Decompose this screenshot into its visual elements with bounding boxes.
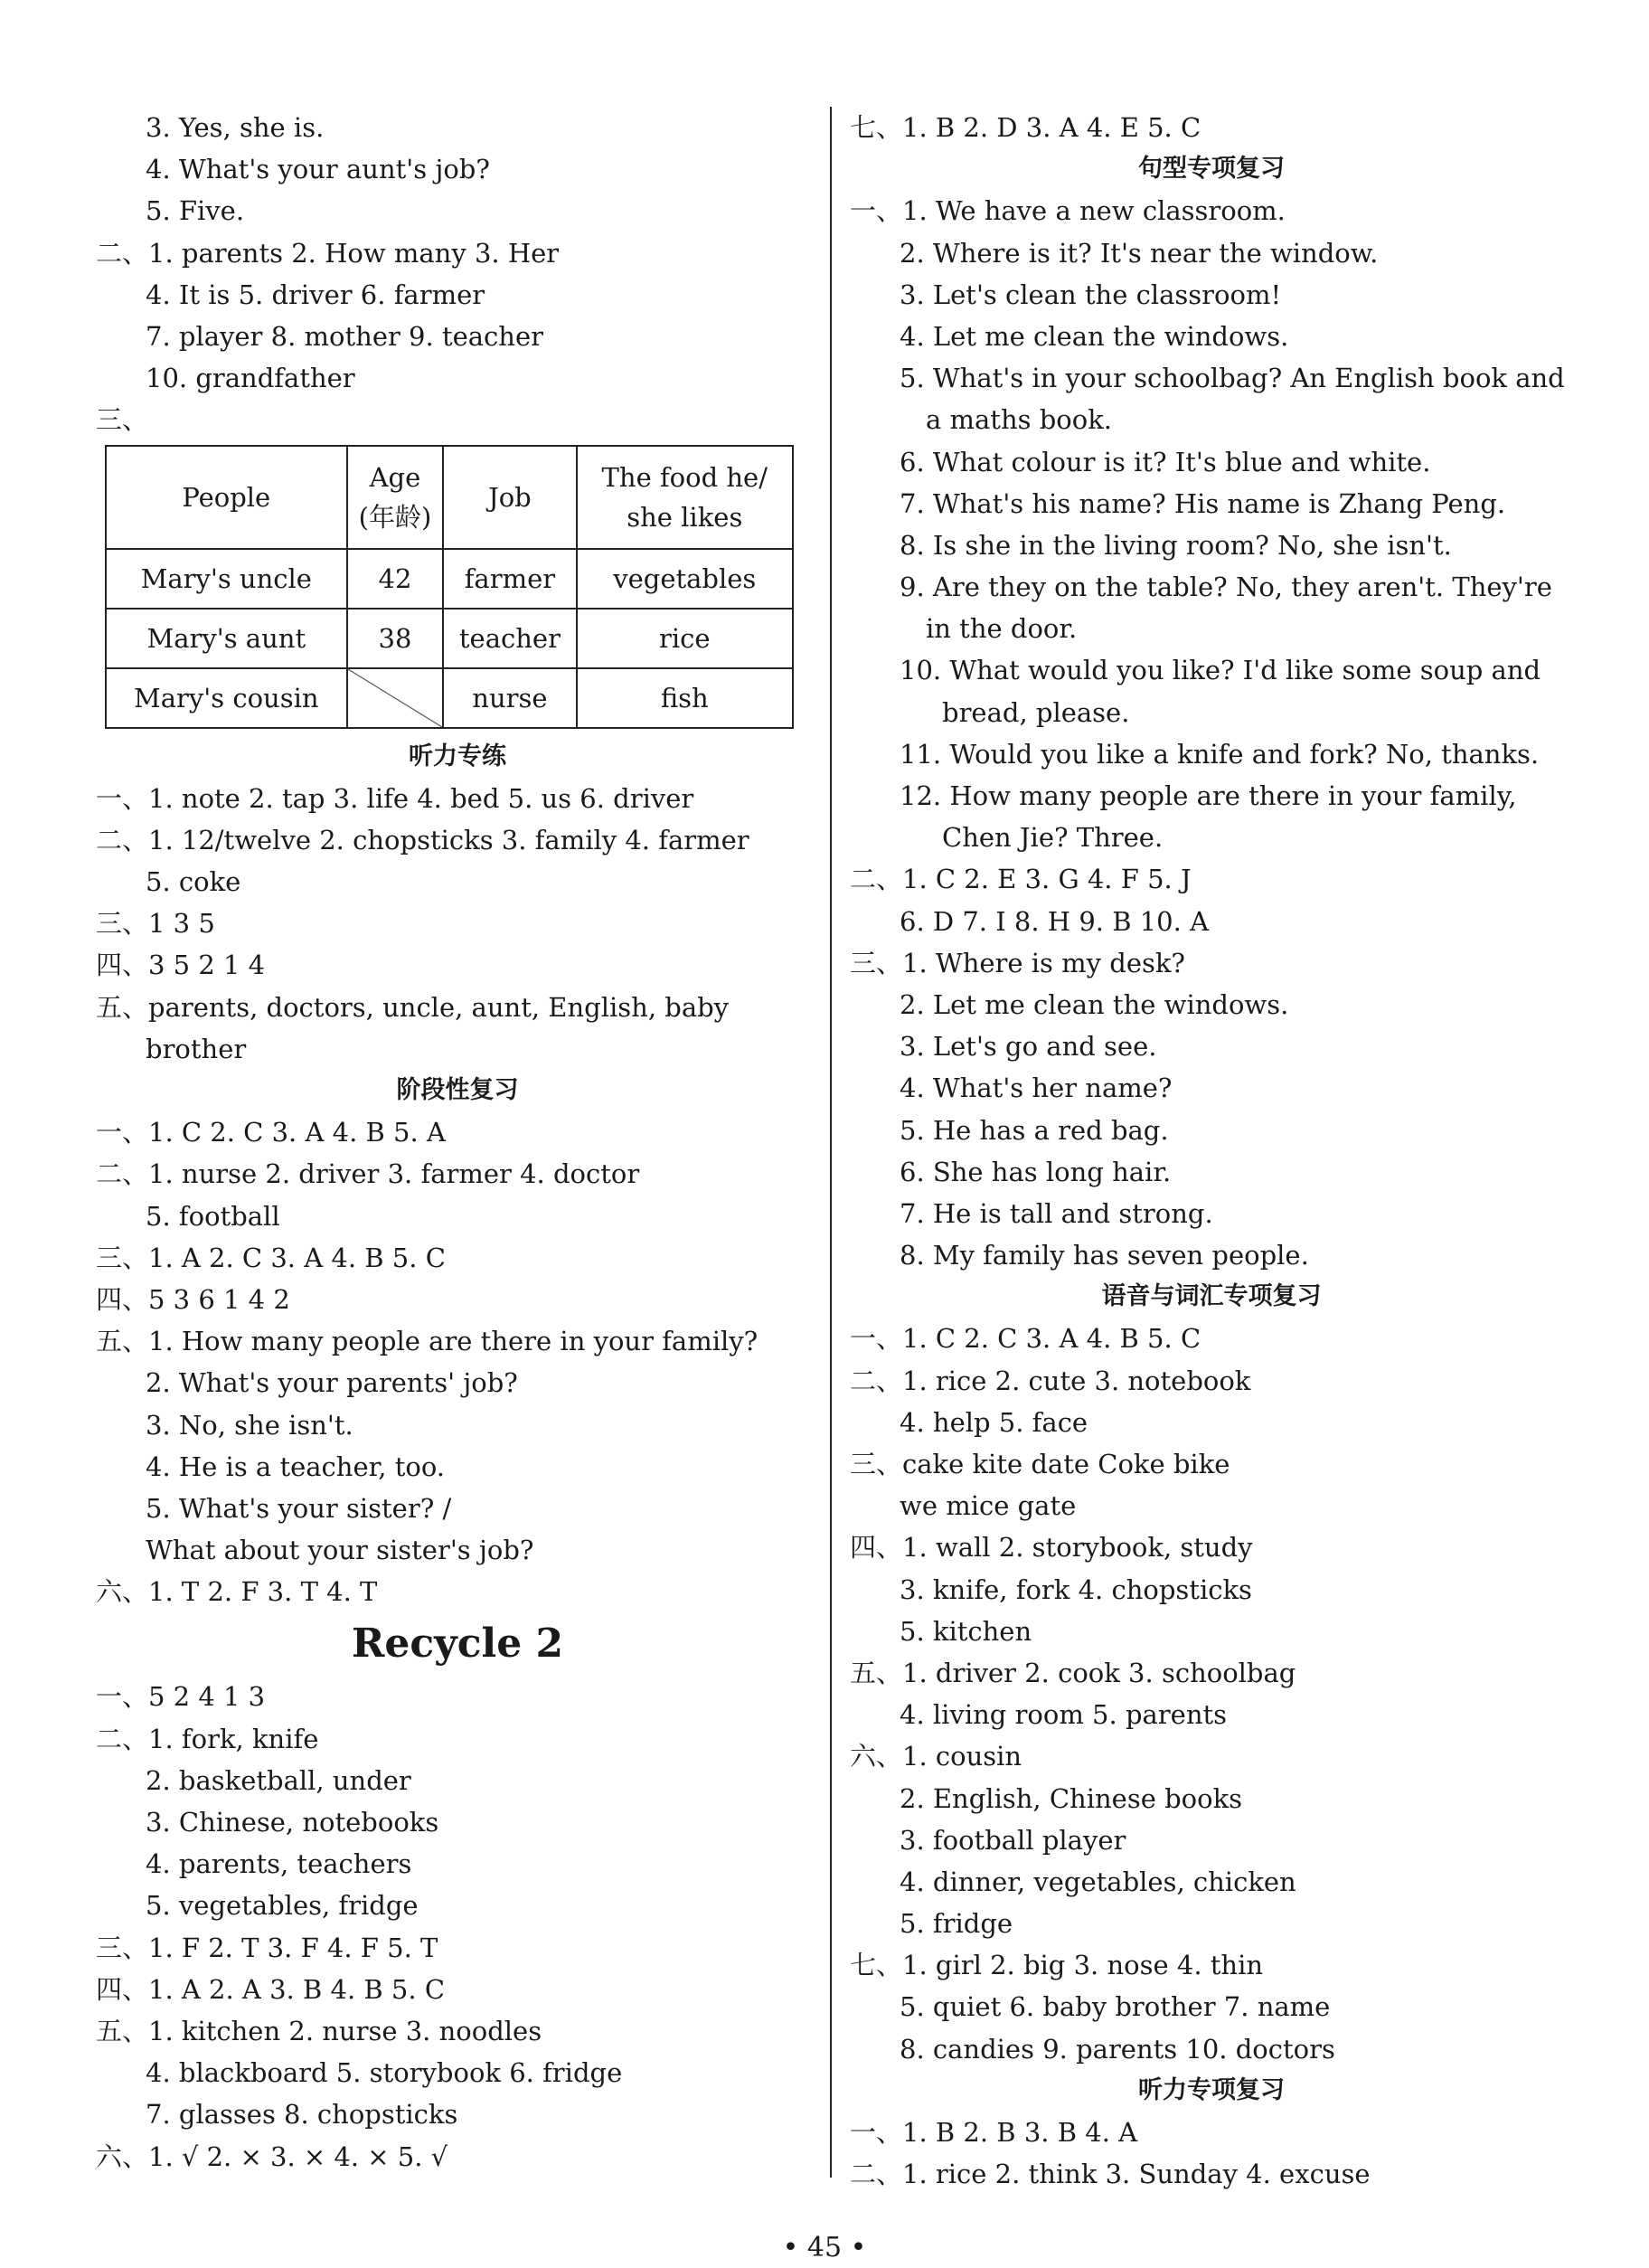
answer-line: 4. dinner, vegetables, chicken — [900, 1866, 1296, 1897]
table-cell: rice — [577, 609, 793, 668]
answer-line: 四、1. A 2. A 3. B 4. B 5. C — [96, 1973, 446, 2005]
section-heading: 听力专练 — [409, 742, 506, 770]
answer-line: bread, please. — [942, 696, 1130, 728]
answer-line: 4. What's her name? — [900, 1073, 1173, 1104]
answer-line: 2. Let me clean the windows. — [900, 988, 1289, 1020]
answer-line: What about your sister's job? — [146, 1535, 534, 1566]
answer-line: 五、parents, doctors, uncle, aunt, English, baby — [96, 991, 730, 1023]
answer-line: 五、1. driver 2. cook 3. schoolbag — [850, 1657, 1296, 1688]
right-column — [850, 107, 1573, 2195]
answer-line: a maths book. — [926, 404, 1113, 436]
answer-line: 一、1. C 2. C 3. A 4. B 5. C — [850, 1323, 1201, 1355]
table-header: People — [106, 446, 347, 549]
table-header: Job — [443, 446, 576, 549]
answer-line: 10. What would you like? I'd like some soup and — [900, 655, 1541, 686]
answer-line: 2. What's your parents' job? — [146, 1367, 518, 1399]
answer-line: 三、1 3 5 — [96, 908, 215, 940]
answer-table — [105, 445, 794, 729]
answer-line: 2. English, Chinese books — [900, 1782, 1243, 1814]
answer-line: 12. How many people are there in your family, — [900, 780, 1517, 811]
answer-line: 二、1. 12/twelve 2. chopsticks 3. family 4. farmer — [96, 824, 749, 855]
unit-title: Recycle 2 — [351, 1621, 564, 1668]
answer-line: 五、1. How many people are there in your family? — [96, 1326, 759, 1357]
table-cell: vegetables — [577, 549, 793, 609]
answer-line: 3. Let's go and see. — [900, 1031, 1157, 1063]
answer-line: 4. help 5. face — [900, 1406, 1088, 1438]
answer-line: 5. What's in your schoolbag? An English book and — [900, 363, 1565, 394]
table-header-row — [106, 446, 793, 549]
answer-line: 一、1. note 2. tap 3. life 4. bed 5. us 6. driver — [96, 782, 694, 814]
answer-line: brother — [146, 1033, 247, 1064]
answer-line: 4. living room 5. parents — [900, 1699, 1228, 1731]
answer-line: 7. player 8. mother 9. teacher — [146, 320, 543, 352]
answer-line: 11. Would you like a knife and fork? No, thanks. — [900, 738, 1540, 770]
answer-line: 10. grandfather — [146, 363, 355, 394]
table-row — [106, 668, 793, 728]
answer-line: 4. What's your aunt's job? — [146, 154, 490, 185]
answer-line: 8. candies 9. parents 10. doctors — [900, 2033, 1335, 2065]
answer-line: 8. My family has seven people. — [900, 1240, 1309, 1271]
answer-line: 二、1. C 2. E 3. G 4. F 5. J — [850, 864, 1192, 895]
answer-line: 三、1. Where is my desk? — [850, 947, 1185, 978]
answer-line: 一、1. C 2. C 3. A 4. B 5. A — [96, 1117, 446, 1148]
answer-line: 9. Are they on the table? No, they aren't. They're — [900, 572, 1552, 603]
answer-line: 5. coke — [146, 866, 241, 898]
table-cell: fish — [577, 668, 793, 728]
section-heading: 听力专项复习 — [1138, 2075, 1285, 2104]
answer-line: 四、5 3 6 1 4 2 — [96, 1283, 290, 1315]
table-row — [106, 609, 793, 668]
table-cell: 38 — [347, 609, 444, 668]
answer-line: 4. He is a teacher, too. — [146, 1451, 446, 1482]
answer-line: 3. Yes, she is. — [146, 112, 325, 143]
page-number: • 45 • — [782, 2232, 867, 2263]
answer-line: in the door. — [926, 613, 1078, 645]
left-column — [96, 107, 819, 2178]
answer-line: 3. knife, fork 4. chopsticks — [900, 1573, 1252, 1605]
answer-line: 三、cake kite date Coke bike — [850, 1449, 1230, 1479]
answer-line: 5. fridge — [900, 1908, 1013, 1940]
answer-line: 5. What's your sister? / — [146, 1492, 452, 1524]
answer-line: 5. He has a red bag. — [900, 1114, 1169, 1146]
answer-line: we mice gate — [900, 1490, 1077, 1522]
answer-line: Chen Jie? Three. — [942, 822, 1164, 854]
column-divider — [830, 107, 832, 2178]
table-header: Age (年龄) — [347, 446, 444, 549]
answer-line: 一、5 2 4 1 3 — [96, 1681, 266, 1713]
answer-line: 二、1. nurse 2. driver 3. farmer 4. doctor — [96, 1158, 640, 1190]
answer-line: 2. basketball, under — [146, 1764, 411, 1796]
answer-line: 3. No, she isn't. — [146, 1409, 353, 1441]
answer-line: 七、1. B 2. D 3. A 4. E 5. C — [850, 112, 1201, 143]
table-cell: nurse — [443, 668, 576, 728]
section-heading: 句型专项复习 — [1138, 155, 1285, 184]
table-header: The food he/ she likes — [577, 446, 793, 549]
answer-line: 六、1. cousin — [850, 1741, 1022, 1772]
table-cell: farmer — [443, 549, 576, 609]
answer-line: 五、1. kitchen 2. nurse 3. noodles — [96, 2015, 542, 2046]
answer-line: 5. quiet 6. baby brother 7. name — [900, 1991, 1331, 2023]
answer-line: 7. He is tall and strong. — [900, 1197, 1213, 1229]
answer-line: 5. vegetables, fridge — [146, 1890, 419, 1922]
answer-line: 六、1. T 2. F 3. T 4. T — [96, 1576, 378, 1608]
answer-line: 4. Let me clean the windows. — [900, 320, 1289, 352]
answer-line: 4. parents, teachers — [146, 1848, 412, 1880]
answer-line: 6. What colour is it? It's blue and white. — [900, 446, 1431, 477]
answer-line: 5. Five. — [146, 195, 245, 227]
answer-line: 4. It is 5. driver 6. farmer — [146, 279, 485, 310]
answer-line: 5. football — [146, 1200, 280, 1232]
table-row — [106, 549, 793, 609]
diagonal-empty-cell — [347, 668, 444, 728]
answer-line: 3. Let's clean the classroom! — [900, 279, 1282, 310]
answer-line: 一、1. We have a new classroom. — [850, 195, 1286, 227]
answer-line: 七、1. girl 2. big 3. nose 4. thin — [850, 1950, 1264, 1981]
answer-line: 4. blackboard 5. storybook 6. fridge — [146, 2057, 623, 2089]
answer-line: 2. Where is it? It's near the window. — [900, 237, 1379, 269]
table-cell: Mary's aunt — [106, 609, 347, 668]
answer-line: 一、1. B 2. B 3. B 4. A — [850, 2117, 1138, 2148]
section-heading: 语音与词汇专项复习 — [1101, 1282, 1322, 1311]
section-heading: 阶段性复习 — [396, 1076, 519, 1104]
answer-line: 二、1. rice 2. think 3. Sunday 4. excuse — [850, 2159, 1371, 2190]
answer-line: 四、1. wall 2. storybook, study — [850, 1532, 1253, 1564]
answer-line: 5. kitchen — [900, 1615, 1032, 1647]
table-cell: Mary's cousin — [106, 668, 347, 728]
table-cell: 42 — [347, 549, 444, 609]
section-label: 三、 — [96, 404, 149, 436]
answer-line: 3. Chinese, notebooks — [146, 1807, 439, 1838]
table-cell: Mary's uncle — [106, 549, 347, 609]
answer-line: 7. glasses 8. chopsticks — [146, 2099, 458, 2131]
answer-line: 六、1. √ 2. × 3. × 4. × 5. √ — [96, 2140, 448, 2172]
answer-line: 三、1. F 2. T 3. F 4. F 5. T — [96, 1932, 438, 1963]
answer-line: 3. football player — [900, 1824, 1126, 1856]
answer-line: 6. She has long hair. — [900, 1156, 1172, 1187]
answer-line: 二、1. fork, knife — [96, 1723, 319, 1754]
answer-line: 二、1. parents 2. How many 3. Her — [96, 237, 560, 269]
answer-line: 7. What's his name? His name is Zhang Peng. — [900, 487, 1506, 519]
answer-line: 四、3 5 2 1 4 — [96, 950, 266, 981]
answer-line: 8. Is she in the living room? No, she isn't. — [900, 529, 1452, 561]
answer-line: 6. D 7. I 8. H 9. B 10. A — [900, 905, 1210, 937]
answer-line: 三、1. A 2. C 3. A 4. B 5. C — [96, 1242, 446, 1273]
table-cell: teacher — [443, 609, 576, 668]
answer-line: 二、1. rice 2. cute 3. notebook — [850, 1365, 1251, 1396]
